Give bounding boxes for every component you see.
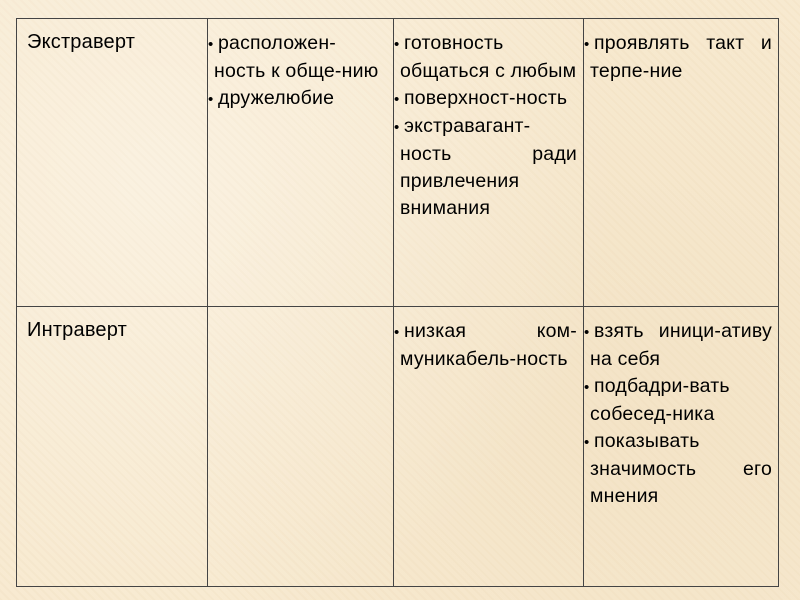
list-item bbox=[394, 318, 577, 373]
table-row-introvert bbox=[17, 307, 779, 587]
list-item bbox=[584, 428, 772, 510]
list-item-text: показывать значимость его мнения bbox=[590, 430, 772, 507]
list-item-text: проявлять такт и терпе-ние bbox=[590, 32, 772, 82]
row-label-extravert: Экстраверт bbox=[17, 19, 208, 307]
bullet-icon: • bbox=[584, 36, 590, 53]
bullet-icon: • bbox=[208, 36, 214, 53]
list-item-text: расположен-ность к обще-нию bbox=[214, 32, 379, 82]
list-item bbox=[584, 318, 772, 373]
bullet-icon: • bbox=[584, 434, 590, 451]
list-item-text: дружелюбие bbox=[218, 87, 335, 109]
list-item bbox=[394, 85, 577, 113]
bullet-icon: • bbox=[394, 324, 400, 341]
bullet-icon: • bbox=[584, 324, 590, 341]
list-item bbox=[394, 113, 577, 222]
bullet-icon: • bbox=[584, 379, 590, 396]
list-item bbox=[584, 30, 772, 85]
bullet-icon: • bbox=[394, 36, 400, 53]
list-item bbox=[208, 30, 387, 85]
list-item bbox=[208, 85, 387, 113]
table-row-extravert bbox=[17, 19, 779, 307]
bullet-icon: • bbox=[394, 119, 400, 136]
list-item-text: готовность общаться с любым bbox=[400, 32, 577, 82]
cell-extravert-col4 bbox=[584, 19, 779, 307]
list-item-text: взять иници-ативу на себя bbox=[590, 320, 772, 370]
list-item bbox=[584, 373, 772, 428]
cell-introvert-col3 bbox=[394, 307, 584, 587]
comparison-table bbox=[16, 18, 779, 587]
bullet-icon: • bbox=[394, 91, 400, 108]
cell-introvert-col2 bbox=[208, 307, 394, 587]
list-item-text: низкая ком-муникабель-ность bbox=[400, 320, 577, 370]
list-item-text: поверхност-ность bbox=[404, 87, 568, 109]
list-item bbox=[394, 30, 577, 85]
cell-introvert-col4 bbox=[584, 307, 779, 587]
bullet-icon: • bbox=[208, 91, 214, 108]
list-item-text: экстравагант-ность ради привлечения внимания bbox=[400, 115, 577, 219]
row-label-introvert: Интраверт bbox=[17, 307, 208, 587]
cell-extravert-col3 bbox=[394, 19, 584, 307]
cell-extravert-col2 bbox=[208, 19, 394, 307]
list-item-text: подбадри-вать собесед-ника bbox=[590, 375, 730, 425]
